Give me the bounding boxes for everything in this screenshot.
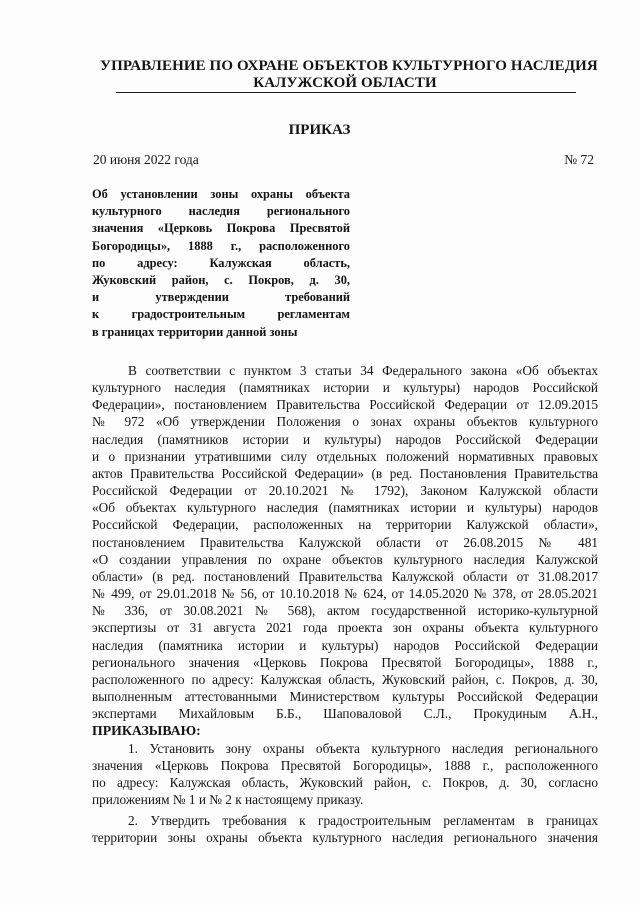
document-number: № 72 [564,152,594,167]
subject-line: Жуковский район, с. Покров, д. 30, [92,273,350,288]
preamble-line: постановлением Правительства Калужской области от 26.08.2015 № 481 [92,534,598,550]
header-underline [116,92,576,93]
organization-title-line-2: КАЛУЖСКОЙ ОБЛАСТИ [253,75,437,91]
preamble-line: выполненным аттестованными Министерством культуры Российской Федерации [92,688,598,704]
preamble-line: наследия (памятника истории и культуры) народов Российской Федерации [92,637,598,653]
document-date: 20 июня 2022 года [93,152,199,167]
preamble-line: Российской Федерации, расположенных на территории Калужской области», [92,517,598,533]
subject-line: значения «Церковь Покрова Пресвятой [92,221,350,236]
preamble-line: и о признании утратившими силу отдельных положений нормативных правовых [92,448,598,464]
preamble-line: № 336, от 30.08.2021 № 568), актом государственной историко-культурной [92,603,598,619]
preamble-line: экспертизы от 31 августа 2021 года проекта зон охраны объекта культурного [92,620,598,636]
item-2-line: 2. Утвердить требования к градостроительным регламентам в границах [128,812,598,828]
preamble-line: Федерации», постановлением Правительства Российской Федерации от 12.09.2015 [92,397,598,413]
preamble-line: Российской Федерации от 20.10.2021 № 1792), Законом Калужской области [92,483,598,499]
preamble-line: актов Правительства Российской Федерации» (в ред. Постановления Правительства [92,465,598,481]
preamble-line: № 972 «Об утверждении Положения о зонах охраны объектов культурного [92,414,598,430]
preamble-paragraph [92,362,598,739]
item-1-line: значения «Церковь Покрова Пресвятой Богородицы», 1888 г., расположенного [92,758,598,774]
preamble-line: расположенного по адресу: Калужская область, Жуковский район, с. Покров, д. 30, [92,671,598,687]
organization-title-line-1: УПРАВЛЕНИЕ ПО ОХРАНЕ ОБЪЕКТОВ КУЛЬТУРНОГО НАСЛЕДИЯ [100,58,598,74]
item-2-line: территории зоны охраны объекта культурного наследия регионального значения [92,829,598,845]
preamble-line: наследия (памятников истории и культуры) народов Российской Федерации [92,431,598,447]
subject-line: по адресу: Калужская область, [92,255,350,270]
order-items [92,740,598,846]
document-subject [92,186,350,341]
preamble-line: «Об объектах культурного наследия (памятниках истории и культуры) народов [92,500,598,516]
item-1-line: приложениям № 1 и № 2 к настоящему приказу. [92,792,364,808]
subject-line: Об установлении зоны охраны объекта [92,187,350,201]
preamble-line: регионального значения «Церковь Покрова Пресвятой Богородицы», 1888 г., [92,654,598,670]
subject-line: культурного наследия регионального [92,204,350,219]
preamble-line: № 499, от 29.01.2018 № 56, от 10.10.2018 № 624, от 14.05.2020 № 378, от 28.05.2021 [92,586,598,602]
item-1-line: по адресу: Калужская область, Жуковский район, с. Покров, д. 30, согласно [92,775,598,791]
preamble-line: культурного наследия (памятниках истории и культуры) народов Российской [92,380,598,396]
item-1-line: 1. Установить зону охраны объекта культурного наследия регионального [128,741,598,756]
preamble-line: области» (в ред. постановлений Правительства Калужской области от 31.08.2017 [92,568,598,584]
preamble-line: экспертами Михайловым Б.Б., Шаповаловой С.Л., Прокудиным А.Н., [92,706,598,722]
document-type-heading: ПРИКАЗ [288,122,351,138]
subject-line: Богородицы», 1888 г., расположенного [92,238,350,253]
preamble-line: В соответствии с пунктом 3 статьи 34 Федерального закона «Об объектах [128,363,598,378]
subject-line: и утверждении требований [92,290,350,305]
order-word: ПРИКАЗЫВАЮ: [92,723,201,739]
preamble-line: «О создании управления по охране объектов культурного наследия Калужской [92,551,598,567]
subject-line: в границах территории данной зоны [92,324,298,339]
organization-title [100,58,598,92]
subject-line: к градостроительным регламентам [92,307,350,322]
